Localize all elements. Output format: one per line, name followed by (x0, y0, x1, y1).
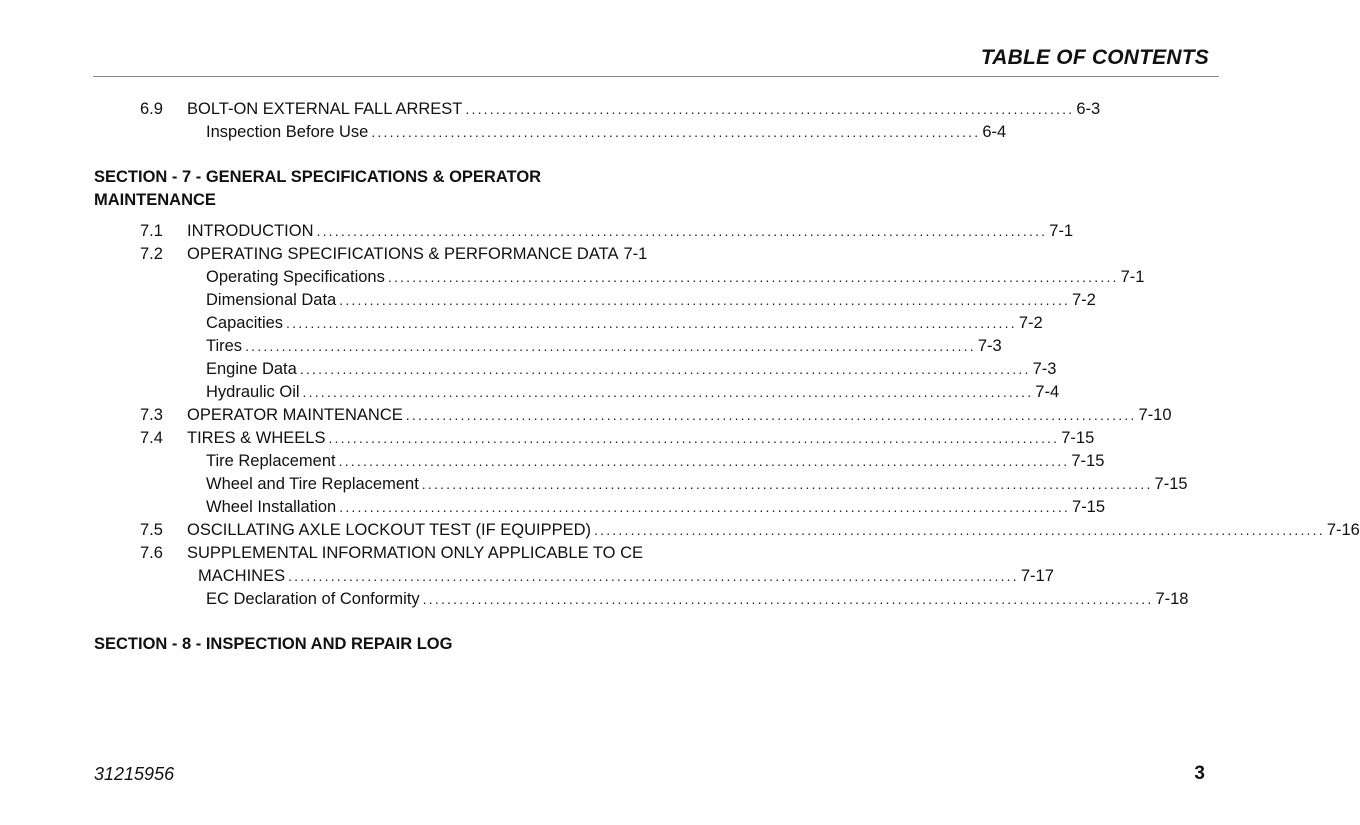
dot-leader: ........................................................................................................................ (421, 476, 1153, 492)
toc-entry-page: 7-17 (1020, 567, 1054, 585)
toc-entry-page: 7-16 (1326, 521, 1360, 539)
section-heading[interactable]: SECTION - 8 - INSPECTION AND REPAIR LOG (94, 635, 453, 653)
dot-leader: ........................................................................................................................ (328, 430, 1060, 446)
toc-entry-page: 7-18 (1155, 590, 1189, 608)
toc-entry-title: OPERATING SPECIFICATIONS & PERFORMANCE DATA (187, 245, 619, 263)
toc-entry-page: 7-2 (1018, 314, 1043, 332)
toc-entry-page: 7-1 (1049, 222, 1074, 240)
toc-entry[interactable] (94, 335, 1002, 358)
toc-entry-number: 7.5 (140, 521, 163, 539)
dot-leader: ........................................................................................................................ (339, 499, 1071, 515)
toc-entry-page: 7-15 (1071, 452, 1105, 470)
toc-entry[interactable] (94, 404, 1172, 427)
toc-entry-title: OSCILLATING AXLE LOCKOUT TEST (IF EQUIPPED) (187, 521, 592, 539)
toc-entry-page: 7-3 (977, 337, 1002, 355)
table-of-contents (94, 98, 1360, 656)
toc-entry-number: 7.1 (140, 222, 163, 240)
toc-entry-number: 7.6 (140, 544, 163, 562)
toc-entry[interactable] (94, 427, 1095, 450)
dot-leader: .................................................................................................... (465, 101, 1075, 117)
dot-leader: ........................................................................................................................ (288, 568, 1019, 584)
dot-leader: ........................................................................................................................ (422, 591, 1154, 607)
toc-entry-title: BOLT-ON EXTERNAL FALL ARREST (187, 100, 463, 118)
toc-entry-title: Inspection Before Use (206, 123, 369, 141)
dot-leader: ........................................................................................................................ (245, 338, 976, 354)
toc-entry-page: 7-3 (1032, 360, 1057, 378)
toc-entry-number: 7.2 (140, 245, 163, 263)
toc-entry[interactable] (94, 312, 1043, 335)
toc-entry-title: TIRES & WHEELS (187, 429, 326, 447)
toc-entry[interactable] (94, 358, 1057, 381)
toc-entry-title: Hydraulic Oil (206, 383, 300, 401)
toc-entry[interactable] (94, 542, 644, 565)
toc-entry-page: 6-4 (982, 123, 1007, 141)
dot-leader: ........................................................................................................................ (594, 522, 1325, 538)
toc-entry-title: MACHINES (198, 567, 286, 585)
toc-entry-number: 7.4 (140, 429, 163, 447)
dot-leader: ........................................................................................................................ (316, 223, 1048, 239)
document-number: 31215956 (94, 764, 175, 784)
toc-entry-title: SUPPLEMENTAL INFORMATION ONLY APPLICABLE TO CE (187, 544, 644, 562)
dot-leader: ........................................................................................................................ (338, 453, 1070, 469)
toc-entry[interactable] (94, 121, 1007, 144)
dot-leader: ........................................................................................................................ (339, 292, 1070, 308)
dot-leader: ........................................................................................................................ (405, 407, 1137, 423)
toc-entry[interactable] (94, 588, 1189, 611)
toc-entry-page: 7-4 (1035, 383, 1060, 401)
toc-entry-page: 6-3 (1076, 100, 1101, 118)
toc-entry-title: Dimensional Data (206, 291, 337, 309)
toc-entry-title: Tires (206, 337, 243, 355)
toc-entry[interactable] (94, 496, 1106, 519)
toc-entry[interactable] (94, 220, 1074, 243)
dot-leader: ........................................................................................................................ (286, 315, 1017, 331)
toc-entry-page: 7-1 (1120, 268, 1145, 286)
toc-entry-page: 7-15 (1072, 498, 1106, 516)
dot-leader: .................................................................................................... (371, 124, 981, 140)
page-number: 3 (1194, 763, 1205, 784)
toc-entry[interactable] (94, 266, 1145, 289)
toc-entry-title: OPERATOR MAINTENANCE (187, 406, 403, 424)
toc-entry-page: 7-15 (1154, 475, 1188, 493)
toc-entry-title: Capacities (206, 314, 284, 332)
toc-entry-number: 6.9 (140, 100, 163, 118)
toc-entry[interactable] (94, 519, 1360, 542)
toc-entry[interactable] (94, 98, 1101, 121)
page-header-title: TABLE OF CONTENTS (980, 46, 1209, 69)
toc-entry-title: Wheel Installation (206, 498, 337, 516)
toc-entry-page: 7-2 (1072, 291, 1096, 309)
toc-entry-title: Tire Replacement (206, 452, 336, 470)
toc-entry[interactable] (94, 473, 1188, 496)
header-divider (93, 76, 1219, 77)
toc-entry[interactable] (94, 450, 1105, 473)
toc-entry-page: 7-10 (1138, 406, 1172, 424)
toc-entry-title: Wheel and Tire Replacement (206, 475, 419, 493)
section-heading[interactable]: SECTION - 7 - GENERAL SPECIFICATIONS & OPERATOR MAINTENANCE (94, 168, 542, 209)
toc-entry-number: 7.3 (140, 406, 163, 424)
toc-entry[interactable] (94, 381, 1060, 404)
toc-entry-title: Engine Data (206, 360, 297, 378)
toc-entry-page: 7-1 (623, 245, 648, 263)
toc-entry-title: Operating Specifications (206, 268, 385, 286)
toc-entry-page: 7-15 (1061, 429, 1095, 447)
dot-leader: ........................................................................................................................ (299, 361, 1031, 377)
toc-entry-title: EC Declaration of Conformity (206, 590, 420, 608)
dot-leader: ........................................................................................................................ (302, 384, 1034, 400)
toc-entry[interactable] (94, 243, 648, 266)
dot-leader: ........................................................................................................................ (387, 269, 1119, 285)
toc-entry-title: INTRODUCTION (187, 222, 314, 240)
toc-entry[interactable] (94, 565, 1054, 588)
toc-entry[interactable] (94, 289, 1096, 312)
